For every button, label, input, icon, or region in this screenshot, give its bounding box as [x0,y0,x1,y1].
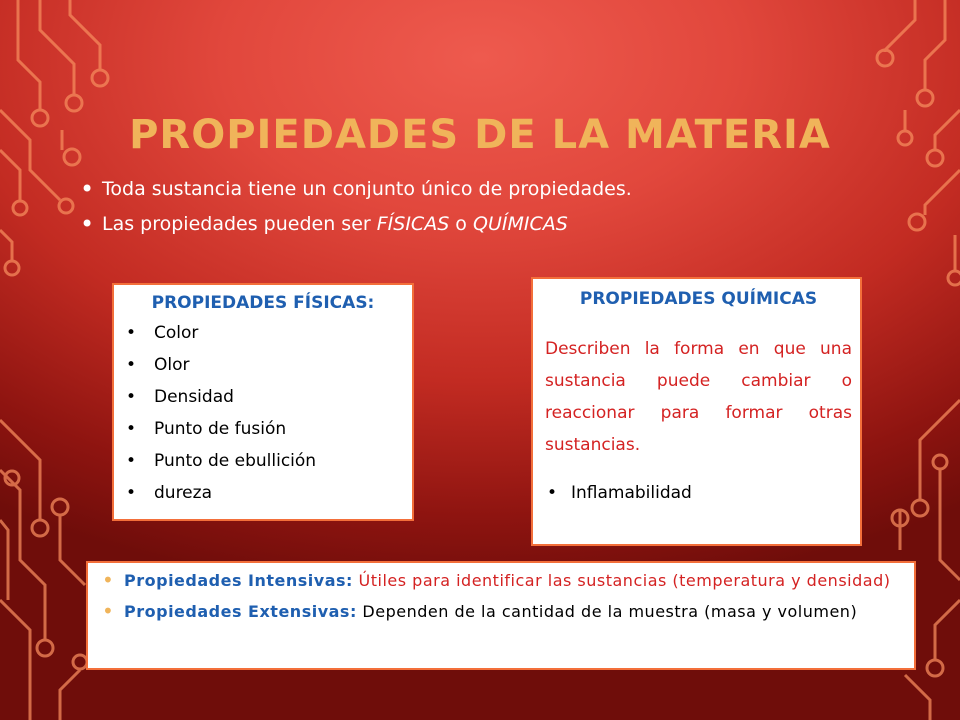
intro-bullet: • Toda sustancia tiene un conjunto único de propiedades. [80,178,632,200]
list-item: • dureza [124,477,402,509]
physical-properties-list [124,317,402,509]
chemical-properties-box [531,277,862,546]
list-item: • Inflamabilidad [545,483,852,503]
intensive-text: Útiles para identificar las sustancias (temperatura y densidad) [352,571,891,590]
list-item: • Densidad [124,381,402,413]
intro-bullet-list [80,178,632,248]
slide-title: PROPIEDADES DE LA MATERIA [129,112,831,158]
property-types-list [98,567,904,625]
physical-properties-heading: PROPIEDADES FÍSICAS: [151,293,375,313]
extensive-label: Propiedades Extensivas: [124,602,357,621]
chemical-properties-heading: PROPIEDADES QUÍMICAS [579,289,818,309]
chemical-properties-list [545,483,852,503]
intensive-label: Propiedades Intensivas: [124,571,353,590]
intensive-extensive-box [86,561,916,670]
list-item: • Punto de fusión [124,413,402,445]
intro-bullet: • Las propiedades pueden ser FÍSICAS o QUÍMICAS [80,213,632,235]
list-item [98,598,904,625]
extensive-text: Dependen de la cantidad de la muestra (masa y volumen) [356,602,858,621]
list-item [98,567,904,594]
list-item: • Olor [124,349,402,381]
chemical-properties-description: Describen la forma en que una sustancia puede cambiar o reaccionar para formar otras sustancias. [545,339,852,455]
list-item: • Color [124,317,402,349]
list-item: • Punto de ebullición [124,445,402,477]
physical-properties-box [112,283,414,521]
